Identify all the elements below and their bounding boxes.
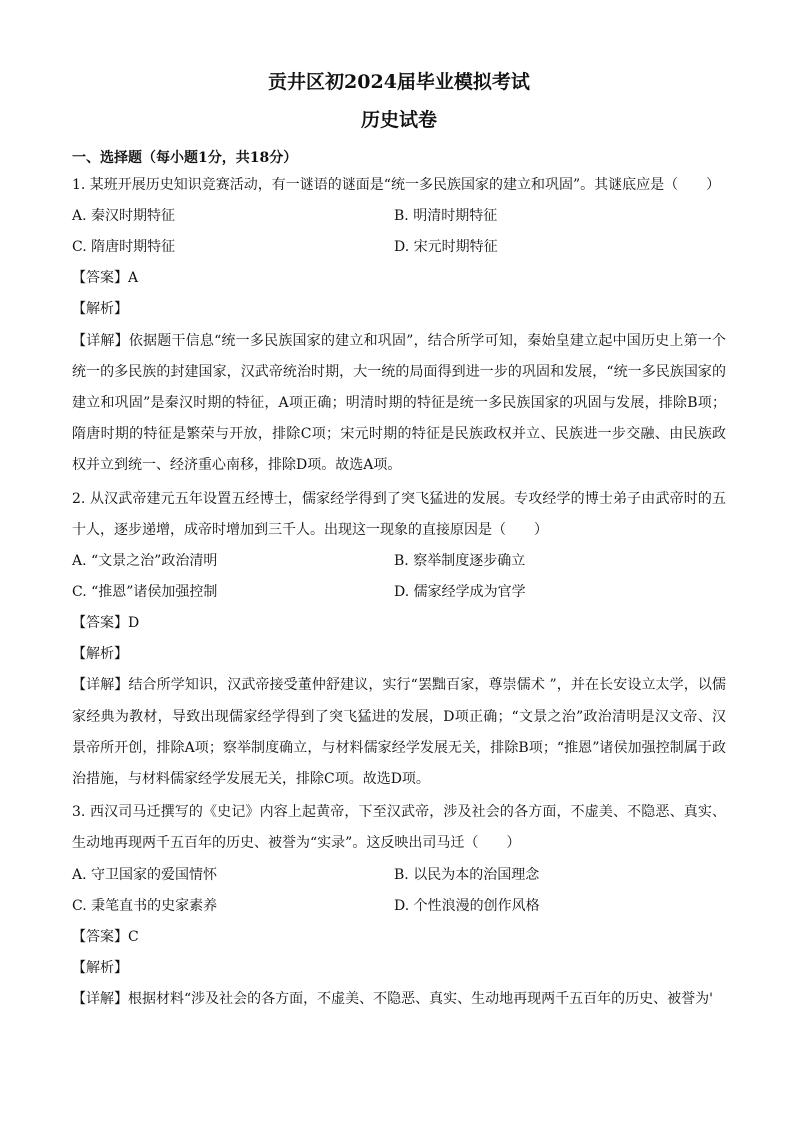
option-a: A. 秦汉时期特征	[72, 208, 176, 225]
question-3	[72, 797, 726, 1015]
analysis-heading: 【解析】	[72, 959, 128, 976]
question-2	[72, 484, 726, 796]
option-d: D. 宋元时期特征	[394, 239, 498, 256]
option-b: B. 察举制度逐步确立	[394, 553, 526, 570]
option-b: B. 明清时期特征	[394, 208, 498, 225]
analysis-heading: 【解析】	[72, 646, 128, 663]
document-page	[72, 68, 726, 1015]
option-a: A. “文景之治”政治清明	[72, 553, 218, 570]
option-c: C. 隋唐时期特征	[72, 239, 176, 256]
doc-subtitle: 历史试卷	[360, 109, 437, 131]
doc-title: 贡井区初2024届毕业模拟考试	[268, 71, 530, 93]
option-b: B. 以民为本的治国理念	[394, 866, 540, 883]
option-a: A. 守卫国家的爱国情怀	[72, 866, 218, 883]
option-d: D. 个性浪漫的创作风格	[394, 897, 540, 914]
question-1	[72, 170, 726, 482]
question-stem: 3. 西汉司马迁撰写的《史记》内容上起黄帝，下至汉武帝，涉及社会的各方面，不虚美、不隐恶、真实、生动地再现两千五百年的历史、被誉为“实录”。这反映出司马迁（ ）	[72, 804, 726, 852]
detail-paragraph: 【详解】依据题干信息“统一多民族国家的建立和巩固”，结合所学可知，秦始皇建立起中国历史上第一个统一的多民族的封建国家，汉武帝统治时期，大一统的局面得到进一步的巩固和发展，“统一多民族国家的建立和巩固”是秦汉时期的特征，A项正确；明清时期的特征是统一多民族国家的巩固与发展，排除B项；隋唐时期的特征是繁荣与开放，排除C项；宋元时期的特征是民族政权并立、民族进一步交融、由民族政权并立到统一、经济重心南移，排除D项。故选A项。	[72, 332, 726, 474]
detail-paragraph: 【详解】结合所学知识，汉武帝接受董仲舒建议，实行“罢黜百家，尊崇儒术 ”，并在长安设立太学，以儒家经典为教材，导致出现儒家经学得到了突飞猛进的发展，D项正确；“文景之治”政治清明是汉文帝、汉景帝所开创，排除A项；察举制度确立，与材料儒家经学发展无关，排除B项；“推恩”诸侯加强控制属于政治措施，与材料儒家经学发展无关，排除C项。故选D项。	[72, 677, 726, 788]
option-c: C. 秉笔直书的史家素养	[72, 897, 218, 914]
question-stem: 2. 从汉武帝建元五年设置五经博士，儒家经学得到了突飞猛进的发展。专攻经学的博士弟子由武帝时的五十人，逐步递增，成帝时增加到三千人。出现这一现象的直接原因是（ ）	[72, 490, 726, 538]
answer-line: 【答案】D	[72, 615, 140, 632]
option-d: D. 儒家经学成为官学	[394, 584, 526, 601]
section-heading: 一、选择题（每小题1分，共18分）	[72, 150, 298, 166]
question-stem: 1. 某班开展历史知识竞赛活动，有一谜语的谜面是“统一多民族国家的建立和巩固”。其谜底应是（ ）	[72, 177, 721, 193]
options-grid	[72, 201, 726, 263]
options-grid	[72, 860, 726, 922]
analysis-heading: 【解析】	[72, 301, 128, 318]
detail-paragraph: 【详解】根据材料“涉及社会的各方面，不虚美、不隐恶、真实、生动地再现两千五百年的历史、被誉为'	[72, 991, 714, 1008]
answer-line: 【答案】A	[72, 270, 139, 287]
option-c: C. “推恩”诸侯加强控制	[72, 584, 218, 601]
options-grid	[72, 546, 726, 608]
answer-line: 【答案】C	[72, 928, 139, 945]
